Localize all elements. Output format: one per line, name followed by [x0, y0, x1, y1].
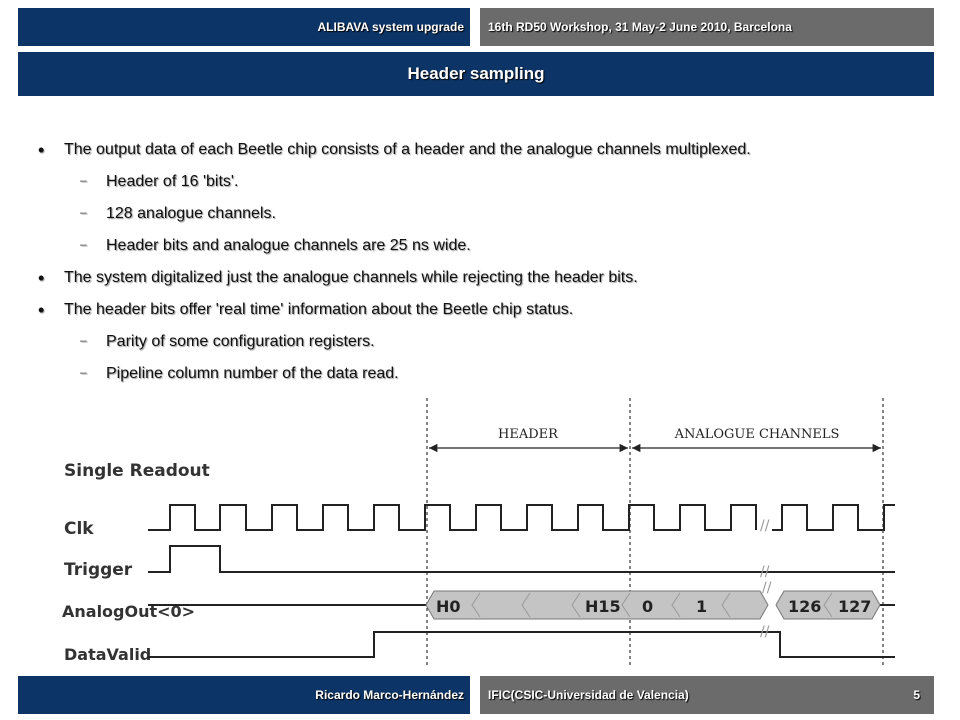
datavalid-label: DataValid — [64, 645, 152, 664]
channel-126: 126 — [788, 597, 822, 616]
bullet-item — [30, 264, 930, 296]
page-number: 5 — [913, 688, 920, 702]
datavalid-waveform — [148, 632, 895, 657]
event-name: 16th RD50 Workshop, 31 May-2 June 2010, Barcelona — [488, 20, 792, 34]
bullet-text: The output data of each Beetle chip consists of a header and the analogue channels multiplexed. — [64, 141, 751, 158]
dash-icon: – — [80, 237, 87, 251]
clk-label: Clk — [64, 519, 94, 539]
sub-bullet-item — [30, 232, 930, 264]
dash-icon: – — [80, 205, 87, 219]
header-span-label: HEADER — [498, 427, 558, 442]
channel-0: 0 — [642, 597, 654, 616]
institution-name: IFIC(CSIC-Universidad de Valencia) — [488, 688, 689, 702]
trigger-break-icon: // — [760, 564, 770, 580]
bullet-text: Header of 16 'bits'. — [106, 173, 239, 190]
datavalid-break-icon: // — [760, 624, 770, 640]
sub-bullet-item — [30, 328, 930, 360]
timing-diagram — [60, 396, 900, 672]
bullet-text: The header bits offer 'real time' information about the Beetle chip status. — [64, 301, 574, 318]
bullet-text: Pipeline column number of the data read. — [106, 365, 399, 382]
channel-1: 1 — [696, 597, 708, 616]
bullet-item — [30, 296, 930, 328]
dash-icon: – — [80, 365, 87, 379]
sub-bullet-item — [30, 200, 930, 232]
slide-title-bar — [18, 52, 934, 96]
dash-icon: – — [80, 333, 87, 347]
clk-waveform — [148, 505, 895, 530]
analogout-break-icon: // — [762, 580, 772, 596]
bullet-text: Parity of some configuration registers. — [106, 333, 375, 350]
author-name: Ricardo Marco-Hernández — [315, 688, 464, 702]
trigger-waveform — [148, 546, 895, 572]
bullet-dot-icon: • — [38, 300, 45, 320]
bullet-dot-icon: • — [38, 268, 45, 288]
diagram-title: Single Readout — [64, 461, 210, 481]
slide-title: Header sampling — [407, 64, 545, 83]
channels-span-label: ANALOGUE CHANNELS — [674, 427, 840, 442]
footer-left-bar — [18, 676, 470, 714]
header-right-bar — [480, 8, 934, 46]
header-bit-h0: H0 — [436, 597, 461, 616]
trigger-label: Trigger — [64, 560, 133, 580]
header-bit-h15: H15 — [585, 597, 621, 616]
dash-icon: – — [80, 173, 87, 187]
presentation-title: ALIBAVA system upgrade — [317, 20, 464, 34]
sub-bullet-item — [30, 168, 930, 200]
analogout-label: AnalogOut<0> — [62, 602, 196, 621]
footer-right-bar — [480, 676, 934, 714]
bullet-item — [30, 136, 930, 168]
bullet-text: The system digitalized just the analogue channels while rejecting the header bits. — [64, 269, 638, 286]
channel-127: 127 — [838, 597, 872, 616]
bullet-list — [30, 136, 930, 392]
clk-break-icon: // — [760, 518, 770, 534]
sub-bullet-item — [30, 360, 930, 392]
bullet-dot-icon: • — [38, 140, 45, 160]
bullet-text: Header bits and analogue channels are 25 ns wide. — [106, 237, 471, 254]
bullet-text: 128 analogue channels. — [106, 205, 276, 222]
header-left-bar — [18, 8, 470, 46]
